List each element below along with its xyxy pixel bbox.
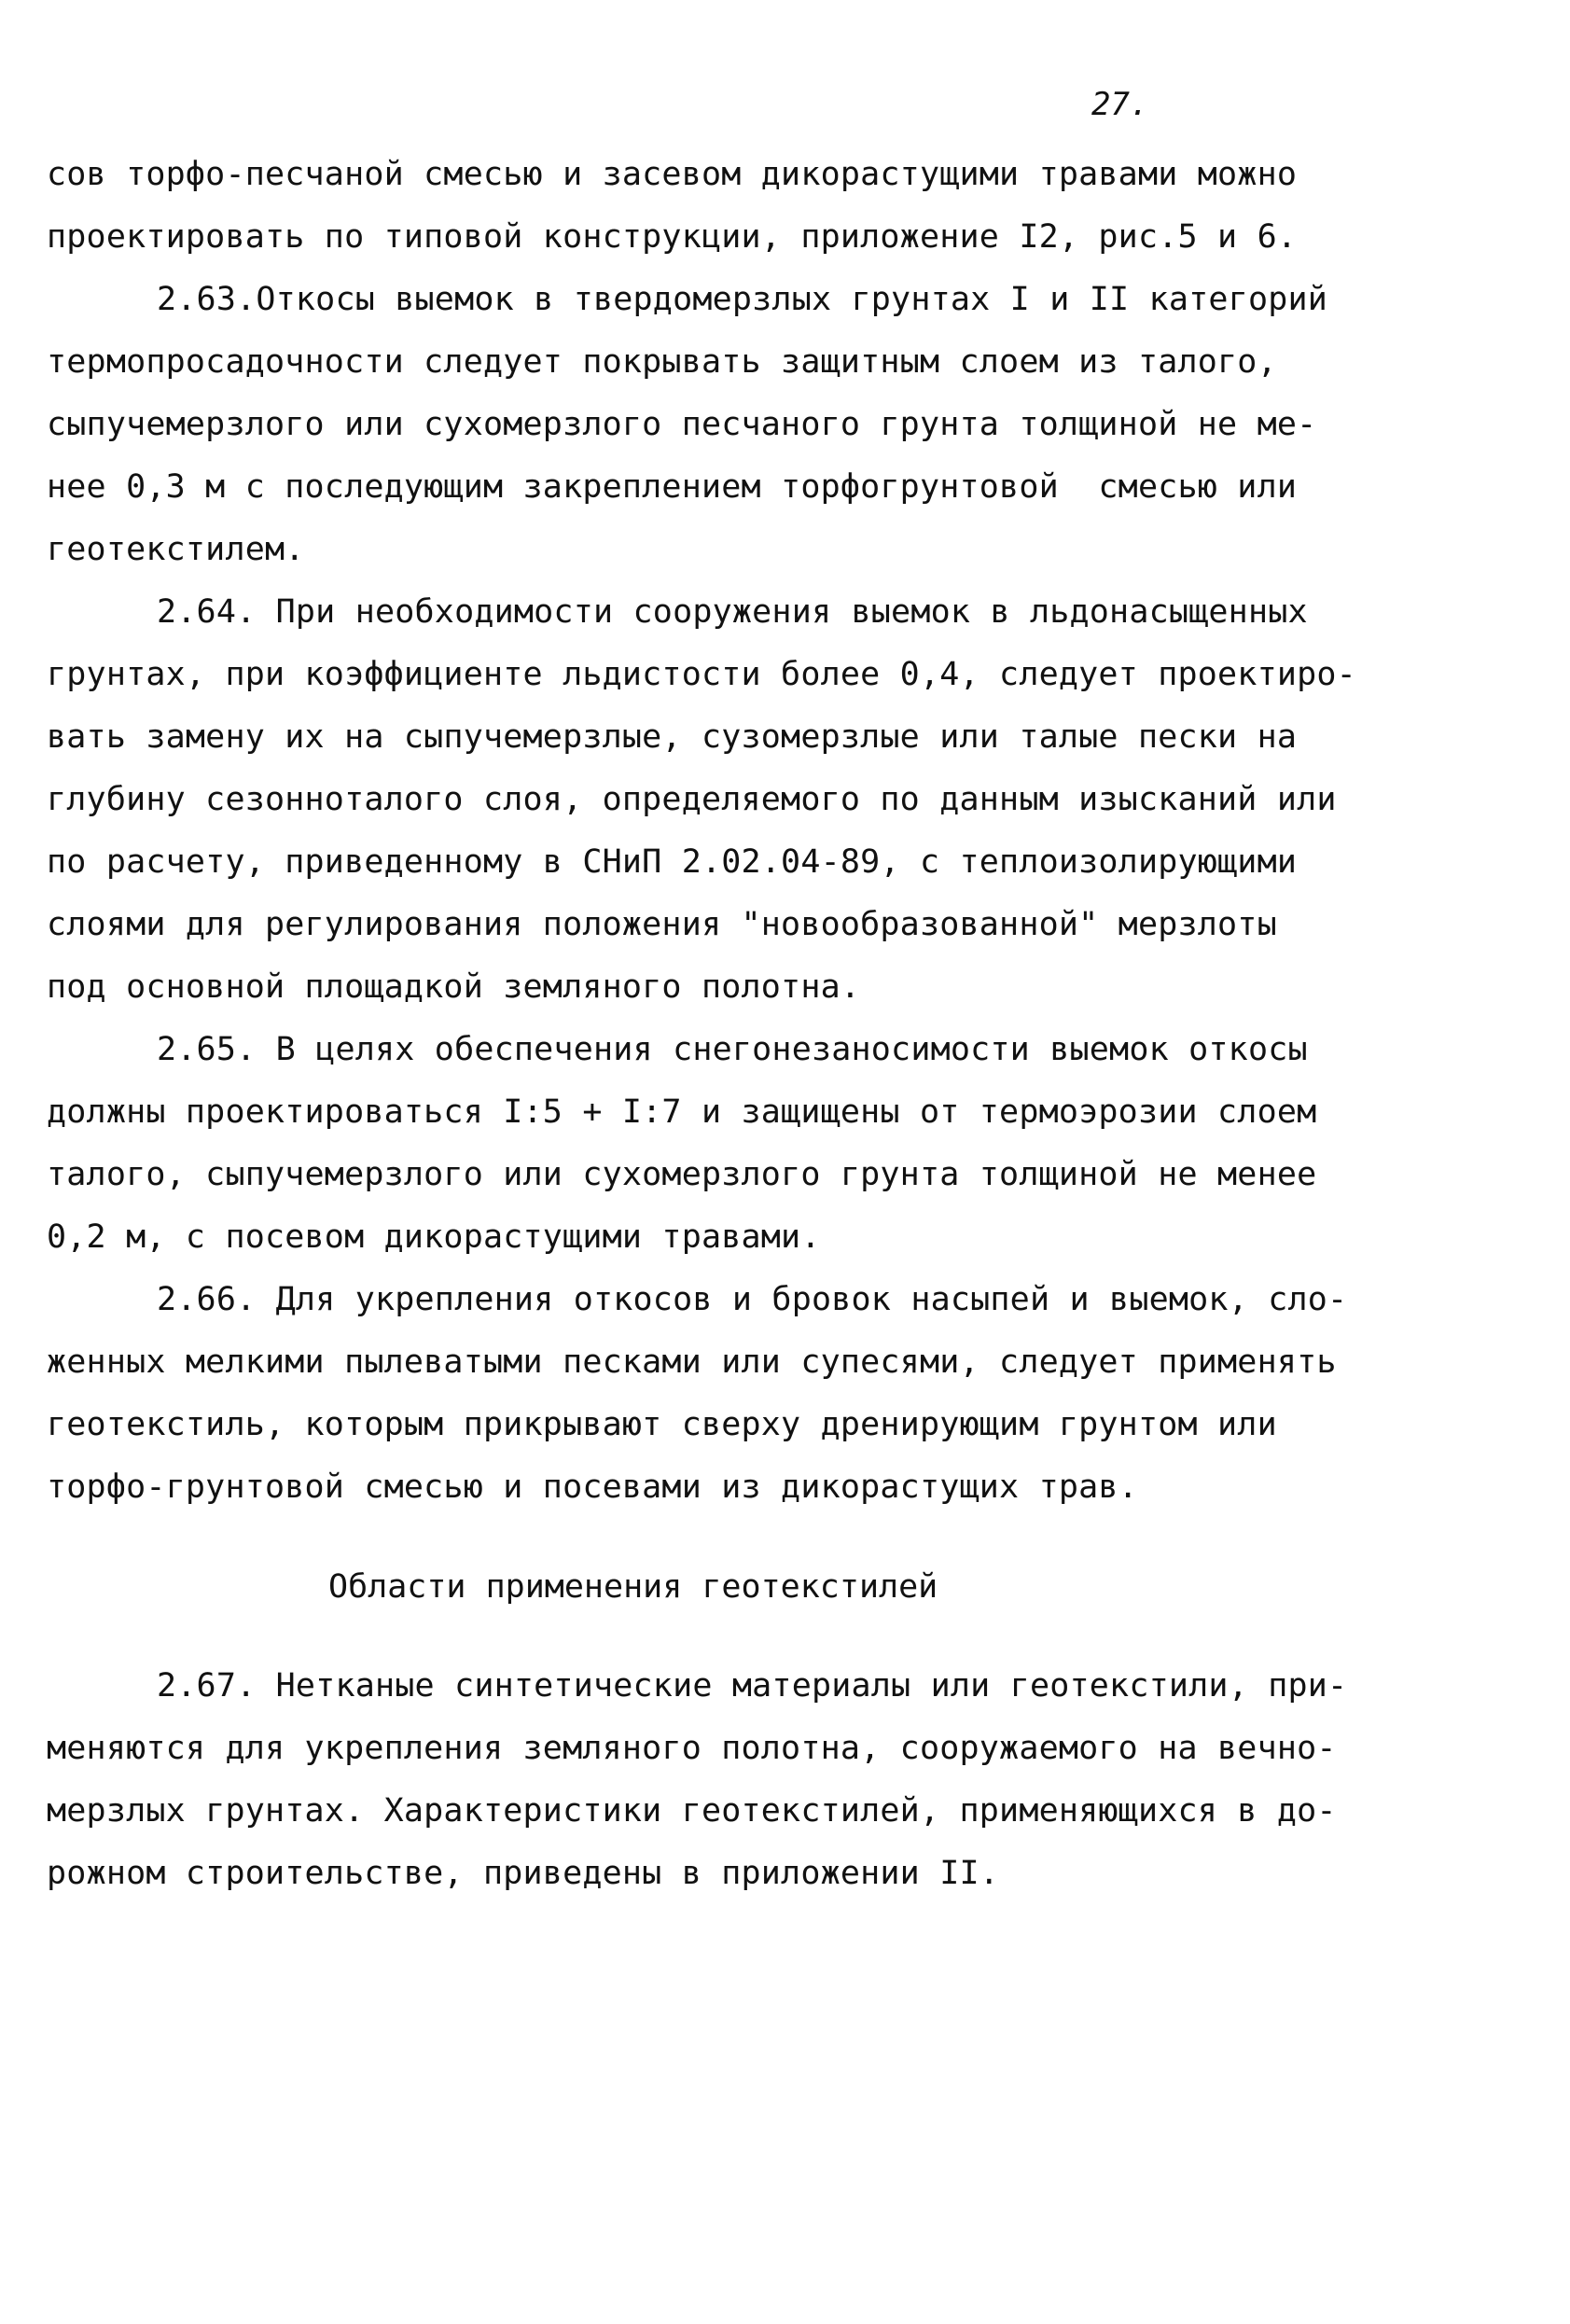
text-line: меняются для укрепления земляного полотна, сооружаемого на вечно- (47, 1730, 1337, 1767)
text-line: вать замену их на сыпучемерзлые, сузомерзлые или талые пески на (47, 718, 1298, 756)
text-line: торфо-грунтовой смесью и посевами из дикорастущих трав. (47, 1468, 1138, 1506)
page-number: 27. (1091, 86, 1149, 123)
paragraph-2-67-start: 2.67. Нетканые синтетические материалы или геотекстили, при- (157, 1667, 1348, 1705)
text-line: глубину сезонноталого слоя, определяемого по данным изысканий или (47, 781, 1337, 818)
text-line: под основной площадкой земляного полотна. (47, 968, 861, 1006)
paragraph-2-66-start: 2.66. Для укрепления откосов и бровок насыпей и выемок, сло- (157, 1281, 1348, 1318)
paragraph-2-65-start: 2.65. В целях обеспечения снегонезаносимости выемок откосы (157, 1031, 1308, 1068)
text-line: геотекстилем. (47, 531, 305, 568)
text-line: сыпучемерзлого или сухомерзлого песчаного грунта толщиной не ме- (47, 406, 1317, 443)
text-line: женных мелкими пылеватыми песками или супесями, следует применять (47, 1343, 1337, 1381)
text-line: сов торфо-песчаной смесью и засевом дикорастущими травами можно (47, 156, 1298, 193)
text-line: геотекстиль, которым прикрывают сверху дренирующим грунтом или (47, 1406, 1277, 1443)
text-line: мерзлых грунтах. Характеристики геотекстилей, применяющихся в до- (47, 1792, 1337, 1830)
text-line: талого, сыпучемерзлого или сухомерзлого грунта толщиной не менее (47, 1156, 1317, 1193)
text-line: 0,2 м, с посевом дикорастущими травами. (47, 1218, 821, 1256)
text-line: нее 0,3 м с последующим закреплением торфогрунтовой смесью или (47, 468, 1298, 506)
text-line: слоями для регулирования положения "новообразованной" мерзлоты (47, 906, 1277, 943)
text-line: термопросадочности следует покрывать защитным слоем из талого, (47, 343, 1277, 381)
text-line: проектировать по типовой конструкции, приложение I2, рис.5 и 6. (47, 218, 1298, 256)
section-heading: Области применения геотекстилей (328, 1568, 938, 1606)
text-line: рожном строительстве, приведены в приложении II. (47, 1855, 1000, 1892)
text-line: по расчету, приведенному в СНиП 2.02.04-89, с теплоизолирующими (47, 843, 1298, 881)
paragraph-2-64-start: 2.64. При необходимости сооружения выемок в льдонасыщенных (157, 593, 1308, 631)
text-line: должны проектироваться I:5 + I:7 и защищены от термоэрозии слоем (47, 1093, 1317, 1131)
text-line: грунтах, при коэффициенте льдистости более 0,4, следует проектиро- (47, 656, 1356, 693)
paragraph-2-63-start: 2.63.Откосы выемок в твердомерзлых грунтах I и II категорий (157, 281, 1328, 318)
